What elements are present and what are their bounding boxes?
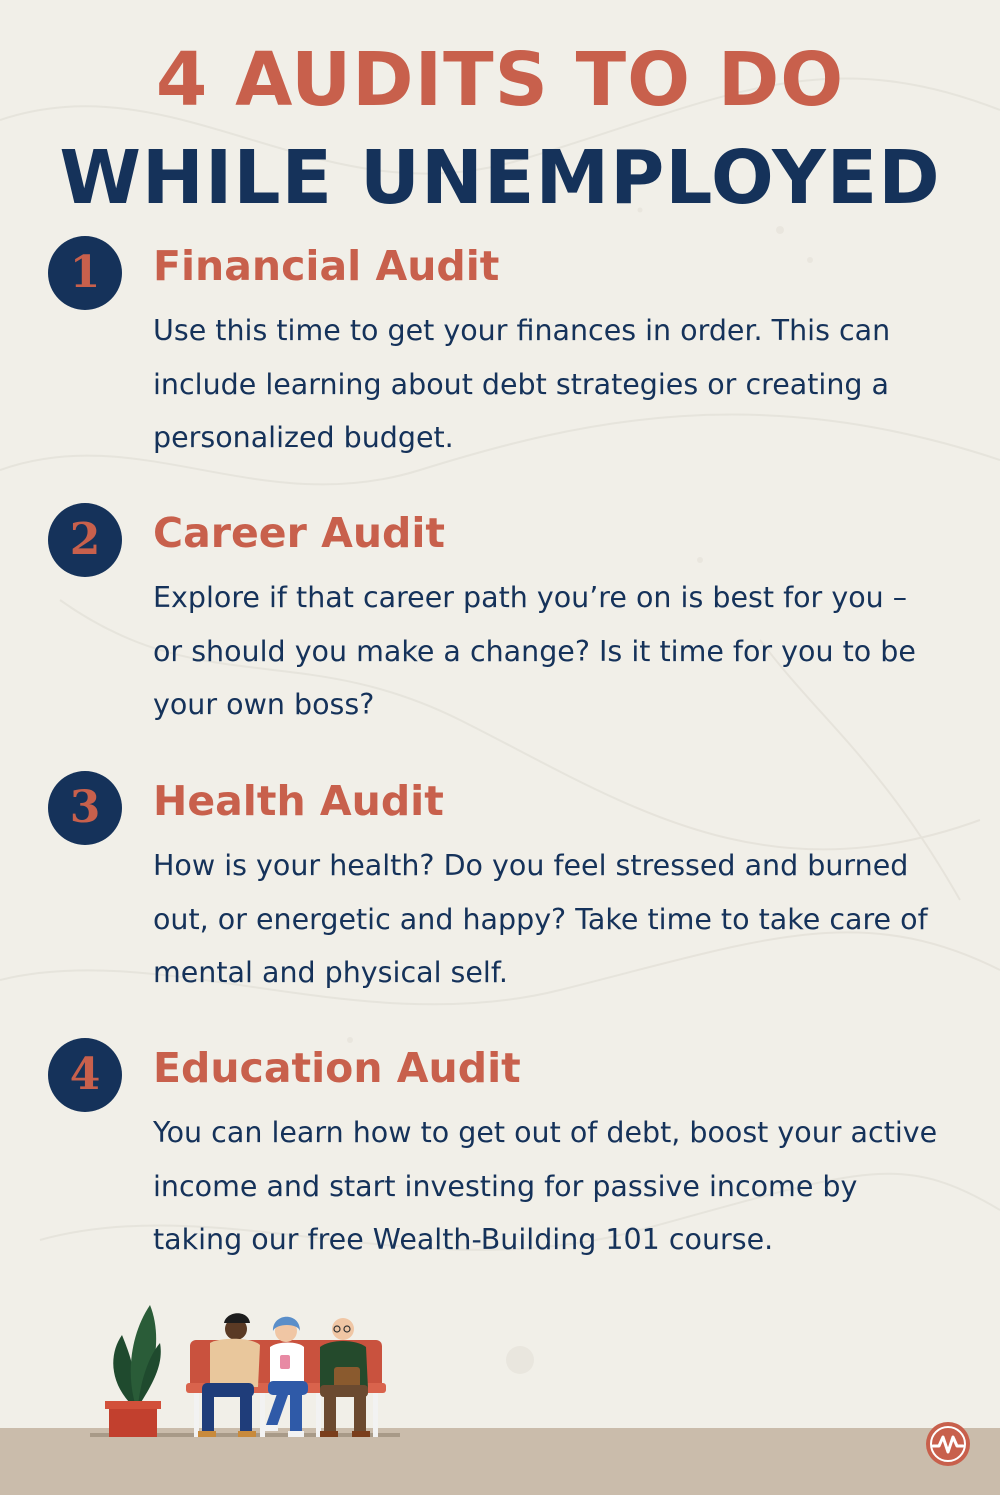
person-3 [320, 1318, 370, 1437]
audit-title-financial: Financial Audit [153, 242, 500, 290]
audit-body-financial: Use this time to get your finances in order. This can include learning about debt strategies or creating a personalized budget. [153, 314, 891, 454]
audit-body-health: How is your health? Do you feel stressed and burned out, or energetic and happy? Take time to take care of mental and physical self. [153, 849, 928, 989]
page-title-line-2: WHILE UNEMPLOYED [59, 135, 941, 221]
people-on-bench-illustration [90, 1295, 400, 1445]
audit-title-career: Career Audit [153, 509, 446, 557]
number-badge-3: 3 [48, 771, 122, 845]
number-badge-2: 2 [48, 503, 122, 577]
audit-title-health: Health Audit [153, 777, 444, 825]
wealth-logo-icon [923, 1419, 973, 1469]
potted-plant-icon [105, 1305, 161, 1437]
number-badge-1: 1 [48, 236, 122, 310]
audit-body-career: Explore if that career path you’re on is best for you – or should you make a change? Is it time for you to be your own boss? [153, 581, 916, 721]
audit-title-education: Education Audit [153, 1044, 521, 1092]
number-badge-4: 4 [48, 1038, 122, 1112]
page-title-line-1: 4 AUDITS TO DO [155, 37, 845, 123]
audit-body-education: You can learn how to get out of debt, boost your active income and start investing for passive income by taking our free Wealth-Building 101 course. [153, 1116, 938, 1256]
